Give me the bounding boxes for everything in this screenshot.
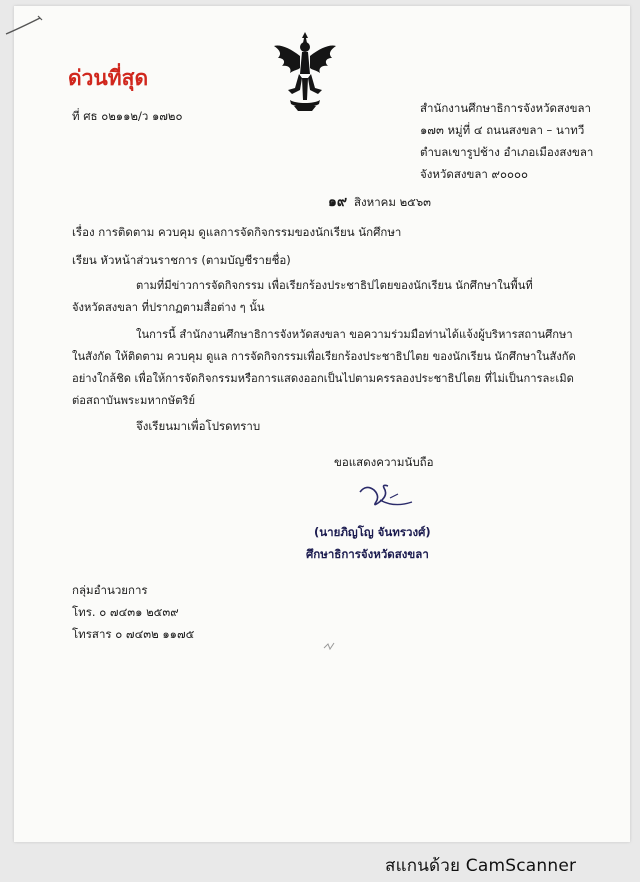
contact-phone: โทร. ๐ ๗๔๓๑ ๒๕๓๙ bbox=[72, 605, 179, 619]
paragraph-1-line-1: ตามที่มีข่าวการจัดกิจกรรม เพื่อเรียกร้องประชาธิปไตยของนักเรียน นักศึกษาในพื้นที่ bbox=[136, 279, 533, 292]
signatory-title: ศึกษาธิการจังหวัดสงขลา bbox=[306, 547, 429, 561]
closing-request: จึงเรียนมาเพื่อโปรดทราบ bbox=[136, 419, 261, 433]
sender-address-line-3: ตำบลเขารูปช้าง อำเภอเมืองสงขลา bbox=[420, 145, 594, 159]
signatory-name: (นายภิญโญ จันทรวงศ์) bbox=[314, 525, 431, 539]
recipient-line: เรียน หัวหน้าส่วนราชการ (ตามบัญชีรายชื่อ) bbox=[72, 253, 291, 267]
pen-mark bbox=[4, 14, 44, 38]
signature-image bbox=[354, 478, 418, 514]
contact-department: กลุ่มอำนวยการ bbox=[72, 583, 148, 597]
date-day: ๑๙ bbox=[328, 194, 348, 210]
urgency-label: ด่วนที่สุด bbox=[68, 66, 149, 90]
closing-phrase: ขอแสดงความนับถือ bbox=[334, 455, 434, 469]
sender-address-line-4: จังหวัดสงขลา ๙๐๐๐๐ bbox=[420, 167, 529, 181]
paragraph-1-line-2: จังหวัดสงขลา ที่ปรากฏตามสื่อต่าง ๆ นั้น bbox=[72, 301, 265, 314]
ink-smudge bbox=[322, 640, 338, 652]
date-month-year: สิงหาคม ๒๕๖๓ bbox=[354, 195, 432, 209]
contact-fax: โทรสาร ๐ ๗๔๓๒ ๑๑๗๕ bbox=[72, 627, 195, 641]
camscanner-watermark: สแกนด้วย CamScanner bbox=[385, 856, 577, 876]
paragraph-2-line-3: อย่างใกล้ชิด เพื่อให้การจัดกิจกรรมหรือการแสดงออกเป็นไปตามครรลองประชาธิปไตย ที่ไม่เป็นการละเมิด bbox=[72, 372, 574, 385]
subject-line: เรื่อง การติดตาม ควบคุม ดูแลการจัดกิจกรรมของนักเรียน นักศึกษา bbox=[72, 225, 402, 239]
sender-address-line-1: สำนักงานศึกษาธิการจังหวัดสงขลา bbox=[420, 101, 592, 115]
garuda-emblem-icon bbox=[272, 30, 338, 112]
paragraph-2-line-2: ในสังกัด ให้ติดตาม ควบคุม ดูแล การจัดกิจกรรมเพื่อเรียกร้องประชาธิปไตย ของนักเรียน นักศึกษาในสังกัด bbox=[72, 350, 576, 363]
sender-address-line-2: ๑๗๓ หมู่ที่ ๔ ถนนสงขลา – นาทวี bbox=[420, 123, 585, 137]
paragraph-2-line-1: ในการนี้ สำนักงานศึกษาธิการจังหวัดสงขลา ขอความร่วมมือท่านได้แจ้งผู้บริหารสถานศึกษา bbox=[136, 328, 573, 341]
reference-number: ที่ ศธ ๐๒๑๑๒/ว ๑๗๒๐ bbox=[72, 109, 183, 123]
paragraph-2-line-4: ต่อสถาบันพระมหากษัตริย์ bbox=[72, 394, 196, 407]
